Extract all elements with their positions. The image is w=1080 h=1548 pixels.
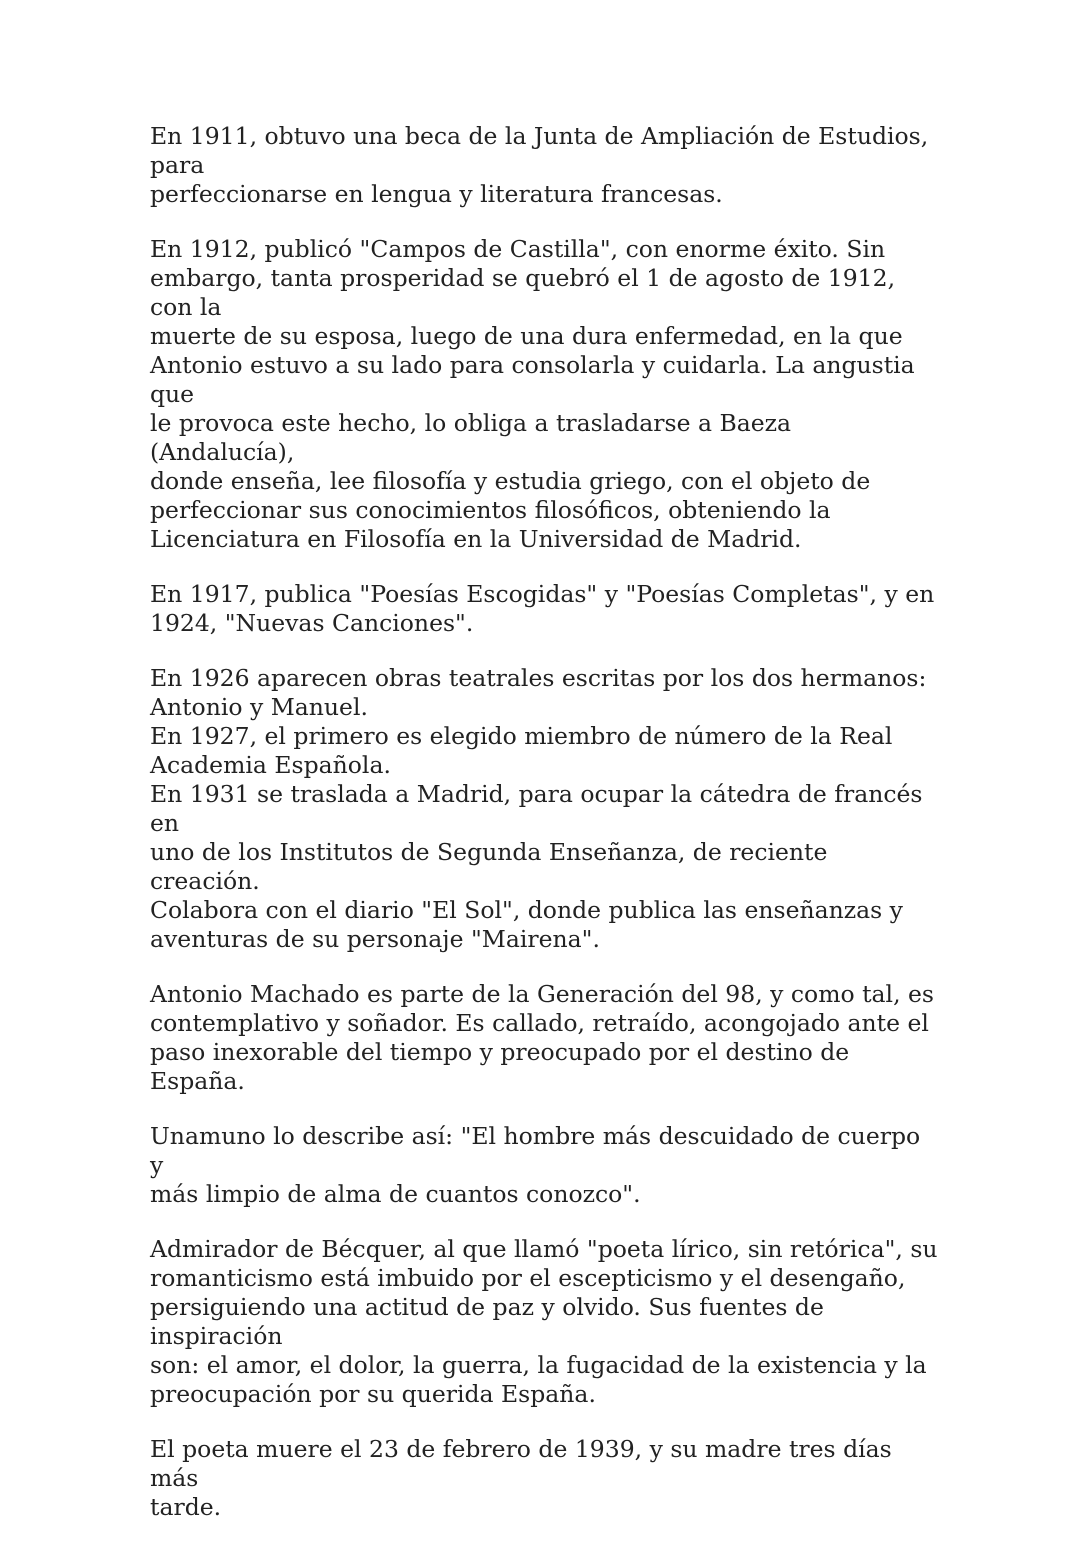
paragraph-becquer: Admirador de Bécquer, al que llamó "poeta lírico, sin retórica", su romanticismo está imbuido por el escepticismo y el desengaño, persiguiendo una actitud de paz y olvido. Sus fuentes de inspiración son: el amor, el dolor, la guerra, la fugacidad de la existencia y la preocupación por su querida España. <box>150 1235 938 1408</box>
paragraph-1927-real-academia: En 1927, el primero es elegido miembro de número de la Real Academia Española. <box>150 722 893 779</box>
paragraph-1912-campos-de-castilla: En 1912, publicó "Campos de Castilla", con enorme éxito. Sin embargo, tanta prosperidad se quebró el 1 de agosto de 1912, con la muerte de su esposa, luego de una dura enfermedad, en la que Antonio estuvo a su lado para consolarla y cuidarla. La angustia que le provoca este hecho, lo obliga a trasladarse a Baeza (Andalucía), donde enseña, lee filosofía y estudia griego, con el objeto de perfeccionar sus conocimientos filosóficos, obteniendo la Licenciatura en Filosofía en la Universidad de Madrid. <box>150 235 915 553</box>
paragraph-1917-poesias: En 1917, publica "Poesías Escogidas" y "Poesías Completas", y en 1924, "Nuevas Canciones". <box>150 580 935 637</box>
paragraph-unamuno-quote: Unamuno lo describe así: "El hombre más descuidado de cuerpo y más limpio de alma de cuantos conozco". <box>150 1122 921 1208</box>
document-page <box>150 122 940 1548</box>
paragraph-1926-obras-teatrales: En 1926 aparecen obras teatrales escritas por los dos hermanos: Antonio y Manuel. <box>150 664 927 721</box>
paragraph-1911-beca: En 1911, obtuvo una beca de la Junta de Ampliación de Estudios, para perfeccionarse en lengua y literatura francesas. <box>150 122 929 208</box>
paragraph-generacion-98: Antonio Machado es parte de la Generación del 98, y como tal, es contemplativo y soñador. Es callado, retraído, acongojado ante el paso inexorable del tiempo y preocupado por el destino de España. <box>150 980 934 1095</box>
paragraph-1931-madrid: En 1931 se traslada a Madrid, para ocupar la cátedra de francés en uno de los Institutos de Segunda Enseñanza, de reciente creación. Colabora con el diario "El Sol", donde publica las enseñanzas y aventuras de su personaje "Mairena". <box>150 780 923 953</box>
paragraph-muerte: El poeta muere el 23 de febrero de 1939, y su madre tres días más tarde. <box>150 1435 892 1521</box>
